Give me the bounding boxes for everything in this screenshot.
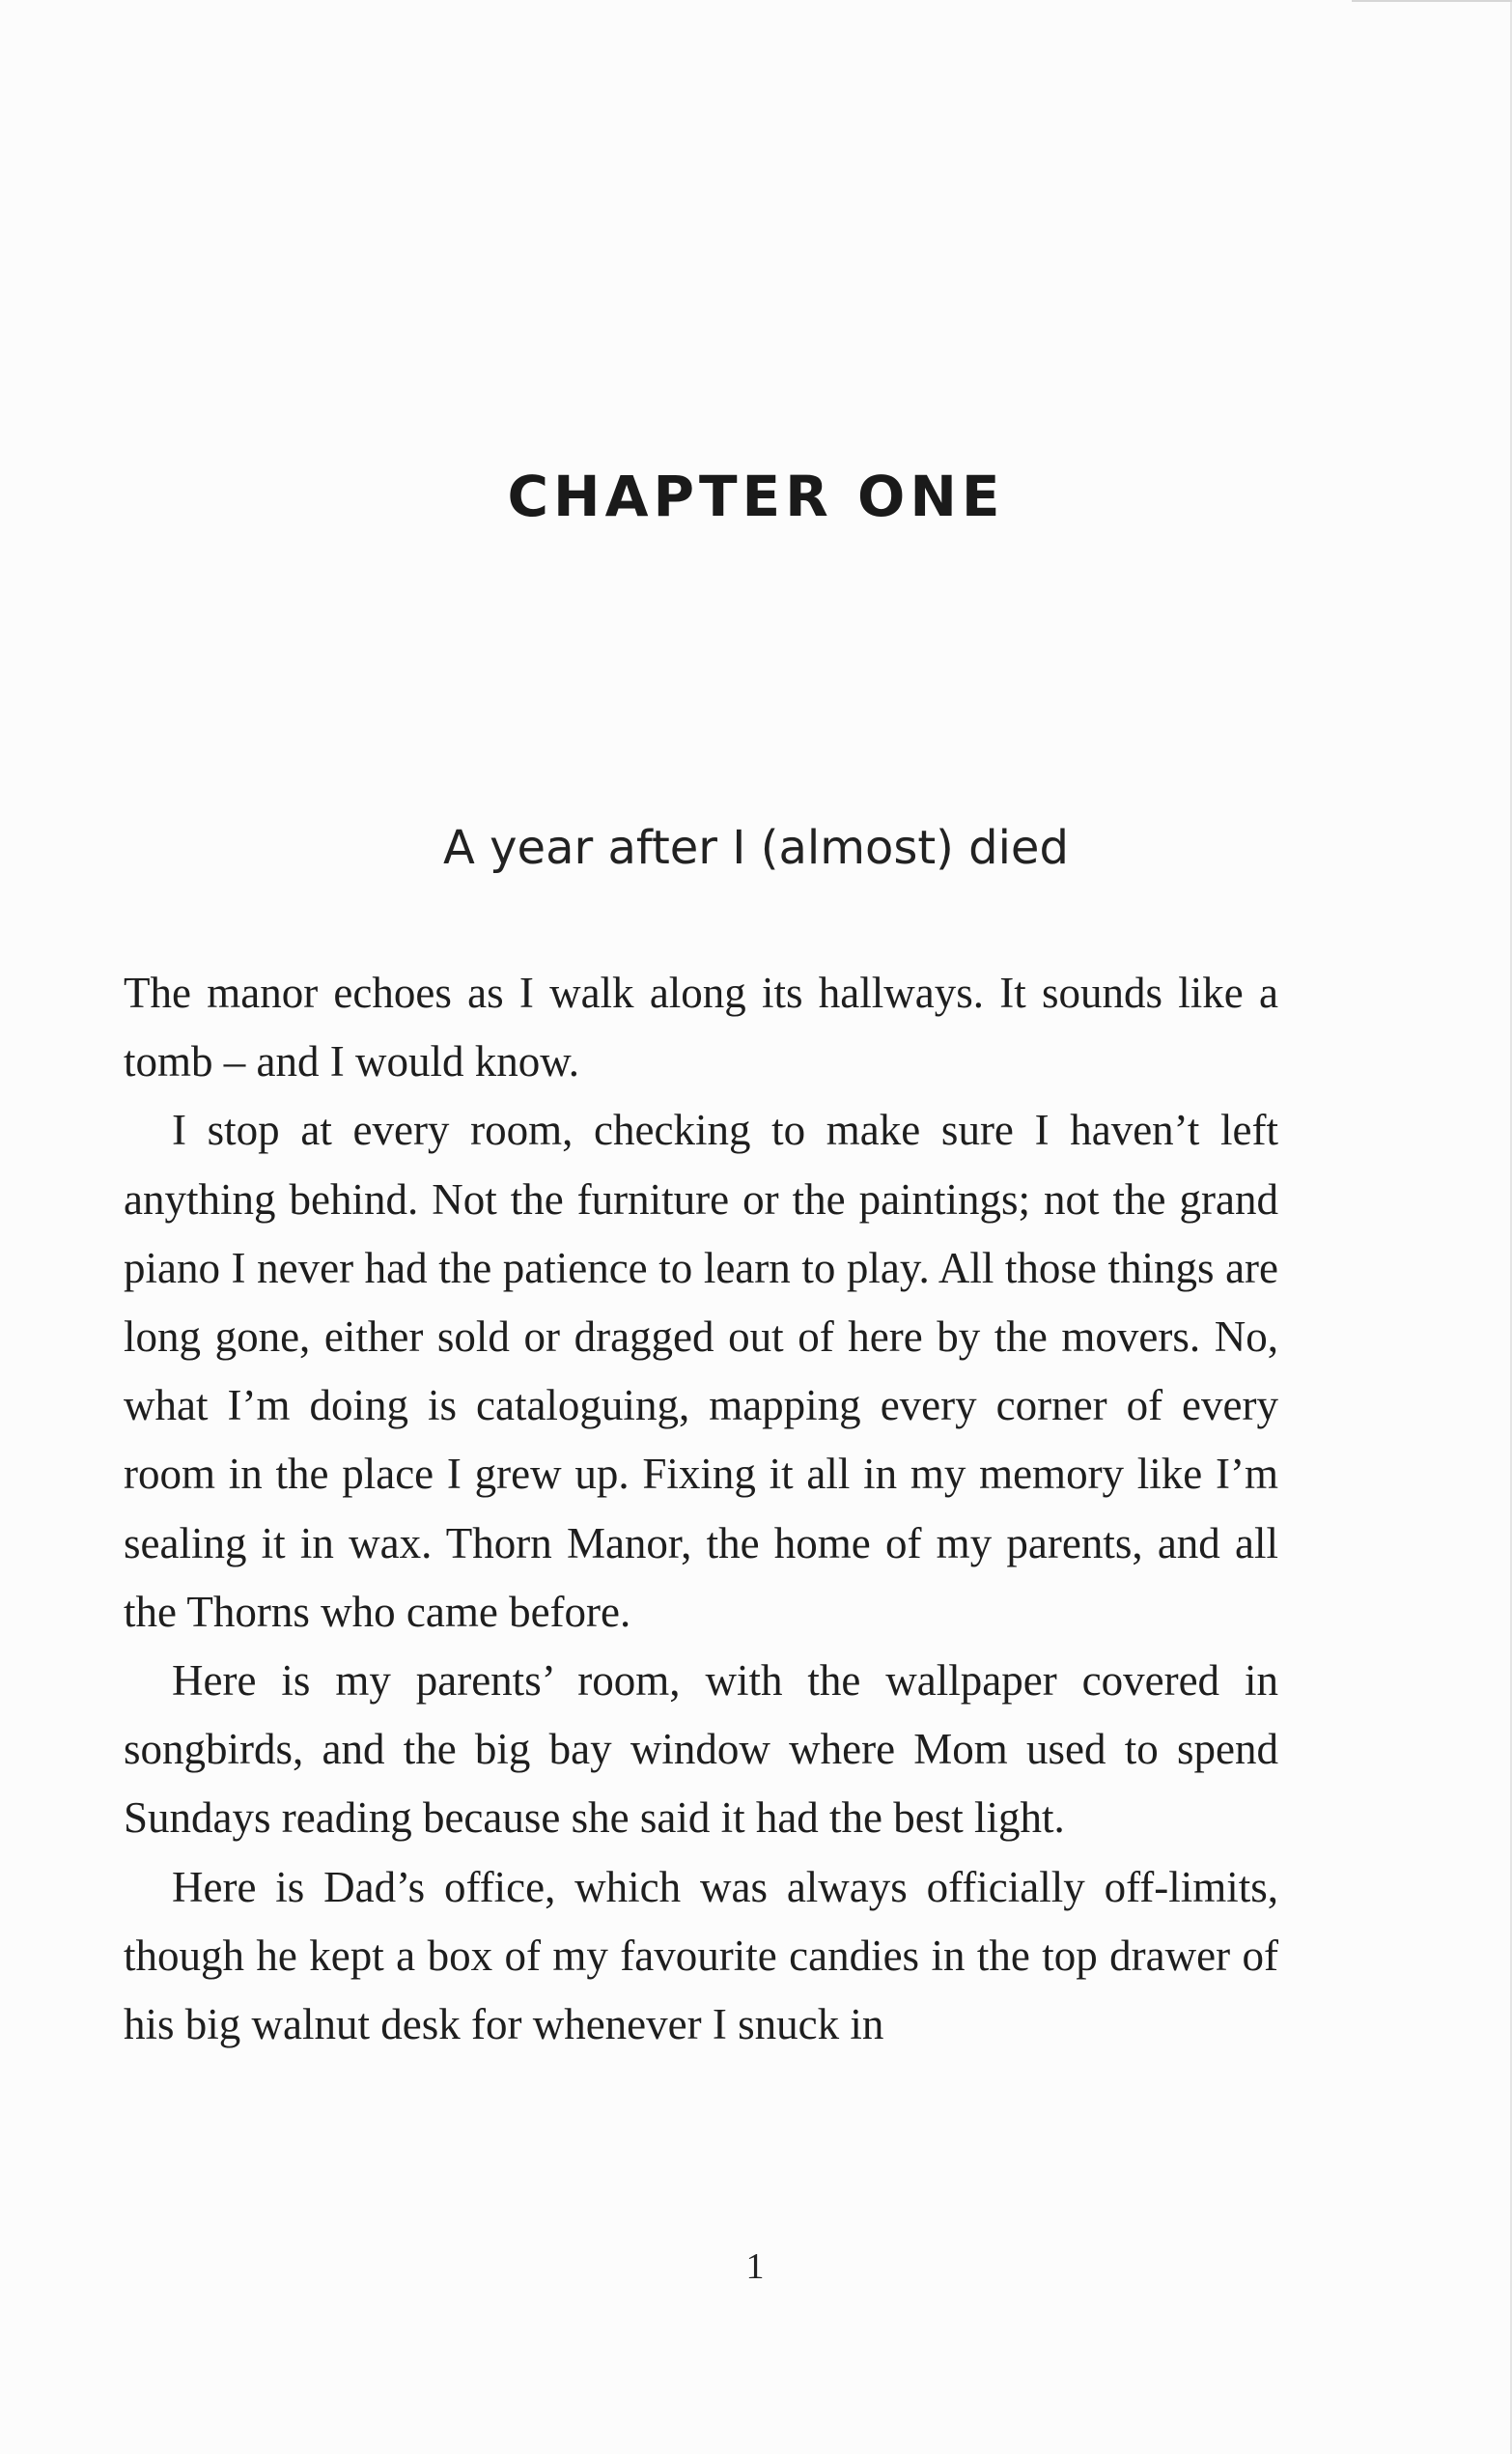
- body-text: [124, 959, 1278, 2059]
- paragraph-3: Here is my parents’ room, with the wallpaper covered in songbirds, and the big bay window where Mom used to spend Sundays reading because she said it had the best light.: [124, 1656, 1278, 1843]
- page-edge-top: [1352, 0, 1512, 2]
- section-heading: A year after I (almost) died: [443, 821, 1069, 875]
- chapter-title: CHAPTER ONE: [507, 464, 1005, 529]
- paragraph-4: Here is Dad’s office, which was always officially off-limits, though he kept a box of my favourite candies in the top drawer of his big walnut desk for whenever I snuck in: [124, 1862, 1278, 2049]
- page-number: 1: [745, 2246, 767, 2287]
- paragraph-2: I stop at every room, checking to make sure I haven’t left anything behind. Not the furniture or the paintings; not the grand piano I never had the patience to learn to play. All those things are long gone, either sold or dragged out of here by the movers. No, what I’m doing is cataloguing, mapping every corner of every room in the place I grew up. Fixing it all in my memory like I’m sealing it in wax. Thorn Manor, the home of my parents, and all the Thorns who came before.: [124, 1106, 1278, 1636]
- paragraph-1: The manor echoes as I walk along its hallways. It sounds like a tomb – and I would know.: [124, 969, 1278, 1086]
